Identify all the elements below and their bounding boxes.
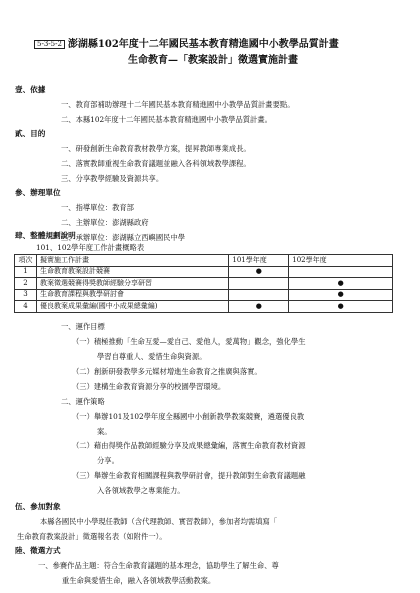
document-subtitle: 生命教育—「教案設計」徵選實施計畫 xyxy=(128,55,298,66)
table-cell-102: ● xyxy=(289,278,393,290)
section-heading-participants: 伍、參加對象 xyxy=(15,502,61,511)
section-heading-method: 陸、徵選方式 xyxy=(15,546,61,555)
strategy-1-line-b: 案。 xyxy=(97,427,112,436)
table-row xyxy=(15,301,393,313)
strategy-3-line-b: 入各領域教學之專業能力。 xyxy=(97,486,185,495)
table-cell-task: 優良教案成果彙編(國中小成果總彙編) xyxy=(36,301,228,313)
table-cell-no: 2 xyxy=(15,278,37,290)
table-row xyxy=(15,278,393,290)
method-line-1: 一、參賽作品主題：符合生命教育議題的基本理念，協助學生了解生命、尊 xyxy=(38,561,279,570)
table-header-cell: 擬實施工作計畫 xyxy=(36,255,228,267)
strategy-heading: 二、運作策略 xyxy=(61,397,105,406)
section-heading-planning: 肆、整體規劃說明 xyxy=(15,231,76,240)
participants-line-1: 本縣各國民中小學現任教師（含代理教師、實習教師），參加者均需填寫「 xyxy=(40,517,278,526)
table-header-cell: 102學年度 xyxy=(289,255,393,267)
table-header-cell: 項次 xyxy=(15,255,37,267)
table-cell-101 xyxy=(229,289,289,301)
work-plan-table xyxy=(14,254,393,313)
goal-2: （二）創新研發教學多元媒材增進生命教育之推廣與落實。 xyxy=(72,367,262,376)
table-cell-no: 1 xyxy=(15,266,37,278)
table-cell-task: 生命教育教案設計競賽 xyxy=(36,266,228,278)
section-heading-units: 參、辦理單位 xyxy=(15,188,61,197)
table-row xyxy=(15,266,393,278)
table-cell-102 xyxy=(289,266,393,278)
goal-1-line-a: （一）積極推動「生命互愛—愛自己、愛他人，愛萬物」觀念，強化學生 xyxy=(72,337,306,346)
section-heading-basis: 壹、依據 xyxy=(15,85,46,94)
units-item-1: 一、指導單位：教育部 xyxy=(61,203,134,212)
goal-1-line-b: 學習自尊重人、愛惜生命與資源。 xyxy=(97,352,207,361)
goal-3: （三）建構生命教育資源分享的校園學習環境。 xyxy=(72,382,226,391)
purpose-item-3: 三、分享教學經驗及資源共享。 xyxy=(61,174,164,183)
units-item-2: 二、主辦單位：澎湖縣政府 xyxy=(61,218,149,227)
table-cell-task: 生命教育課程與教學研討會 xyxy=(36,289,228,301)
units-item-3: 三、承辦單位：澎湖縣立西嶼國民中學 xyxy=(61,233,186,242)
purpose-item-1: 一、研發創新生命教育教材教學方案，提昇教師專業成長。 xyxy=(61,144,251,153)
basis-item-2: 二、本縣102年度十二年國民基本教育精進國中小教學品質計畫。 xyxy=(61,115,272,124)
document-title xyxy=(34,40,339,50)
table-cell-102: ● xyxy=(289,301,393,313)
table-row xyxy=(15,289,393,301)
table-cell-no: 3 xyxy=(15,289,37,301)
section-heading-purpose: 貳、目的 xyxy=(15,129,46,138)
purpose-item-2: 二、落實教師重視生命教育議題並融入各科領域教學課程。 xyxy=(61,159,251,168)
document-title-text: 澎湖縣102年度十二年國民基本教育精進國中小教學品質計畫 xyxy=(67,39,339,50)
table-cell-101 xyxy=(229,278,289,290)
table-cell-102: ● xyxy=(289,289,393,301)
strategy-2-line-b: 分享。 xyxy=(97,456,119,465)
participants-line-2: 生命教育教案設計」徵選報名表（如附件一）。 xyxy=(17,532,167,541)
table-cell-no: 4 xyxy=(15,301,37,313)
table-header-cell: 101學年度 xyxy=(229,255,289,267)
goal-heading: 一、運作目標 xyxy=(61,322,105,331)
strategy-1-line-a: （一）舉辦101及102學年度全縣國中小創新教學教案競賽，遴選優良教 xyxy=(72,412,305,421)
table-caption: 101、102學年度工作計畫概略表 xyxy=(36,243,145,252)
table-cell-101: ● xyxy=(229,301,289,313)
table-cell-task: 教案徵選競賽得獎教師經驗分享研習 xyxy=(36,278,228,290)
strategy-3-line-a: （三）舉辦生命教育相關課程與教學研討會，提升教師對生命教育議題融 xyxy=(72,471,306,480)
table-cell-101: ● xyxy=(229,266,289,278)
table-header-row xyxy=(15,255,393,267)
strategy-2-line-a: （二）藉由得獎作品教師經驗分享及成果總彙編，落實生命教育教材資源 xyxy=(72,441,306,450)
basis-item-1: 一、教育部補助辦理十二年國民基本教育精進國中小教學品質計畫要點。 xyxy=(61,100,295,109)
document-code-box: 5-3-5-2 xyxy=(34,40,65,49)
method-line-2: 重生命與愛惜生命，融入各領域教學活動教案。 xyxy=(62,576,216,585)
